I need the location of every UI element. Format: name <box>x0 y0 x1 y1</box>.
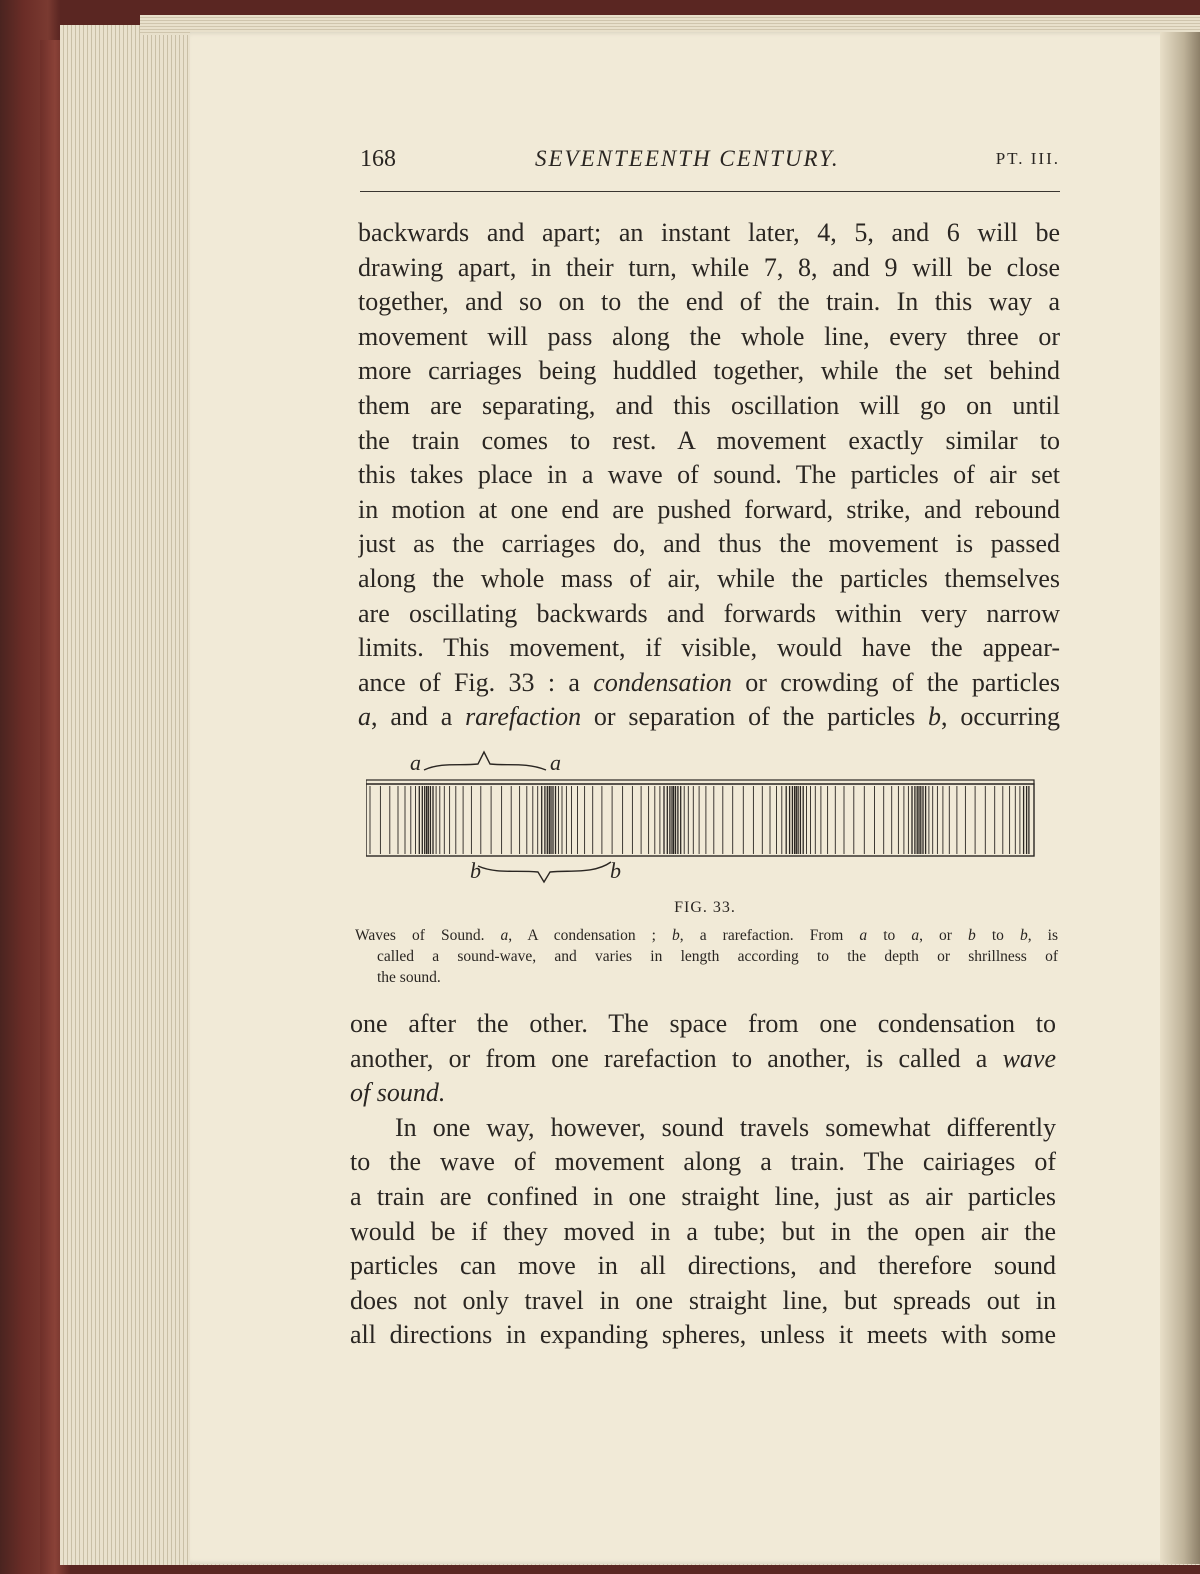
text-line: just as the carriages do, and thus the movement is passed <box>358 529 1060 559</box>
figure-label-b-left: b <box>470 858 481 883</box>
text-line: particles can move in all directions, and therefore sound <box>350 1251 1056 1281</box>
text-line: together, and so on to the end of the train. In this way a <box>358 287 1060 317</box>
text-line: does not only travel in one straight line, but spreads out in <box>350 1285 1056 1315</box>
caption-segment: , or <box>919 927 969 944</box>
running-head <box>360 146 1060 176</box>
term-rarefaction: rarefaction <box>465 702 582 732</box>
text-line <box>358 666 1060 701</box>
caption-segment: called a sound-wave, and varies in length according to the depth or shrillness of <box>377 948 1058 965</box>
brace-bottom <box>478 862 611 882</box>
sound-wave-diagram <box>366 748 1036 888</box>
caption-segment: a <box>911 927 920 944</box>
caption-segment: , is <box>1027 927 1059 944</box>
text-line: all directions in expanding spheres, unless it meets with some <box>350 1320 1056 1350</box>
chapter-title: SEVENTEENTH CENTURY. <box>535 146 840 171</box>
caption-segment: , A condensation ; <box>508 927 673 944</box>
figure-label-a-left: a <box>410 750 421 775</box>
text-segment: another, or from one rarefaction to another, is called a <box>350 1043 1003 1073</box>
text-line <box>350 1042 1056 1077</box>
caption-segment: the sound. <box>377 969 441 986</box>
text-line: in motion at one end are pushed forward, strike, and rebound <box>358 494 1060 524</box>
term-wave: wave <box>1002 1043 1056 1073</box>
text-line: along the whole mass of air, while the particles themselves <box>358 563 1060 593</box>
text-line <box>358 700 1060 735</box>
text-segment: or crowding of the particles <box>731 667 1060 697</box>
brace-top <box>424 752 546 770</box>
caption-segment: Waves of Sound. <box>355 927 501 944</box>
paragraph-top <box>358 216 1060 735</box>
text-line: one after the other. The space from one condensation to <box>350 1009 1056 1038</box>
caption-line <box>355 925 1058 946</box>
figure-caption-title: FIG. 33. <box>674 899 736 916</box>
figure-caption <box>355 925 1058 988</box>
page-number: 168 <box>360 146 396 172</box>
caption-segment: to <box>867 927 912 944</box>
text-line: movement will pass along the whole line, every three or <box>358 321 1060 351</box>
text-line: them are separating, and this oscillation will go on until <box>358 390 1060 420</box>
text-line: would be if they moved in a tube; but in the open air the <box>350 1216 1056 1246</box>
caption-line <box>355 967 1058 988</box>
term-of-sound: of sound. <box>350 1078 446 1108</box>
text-line <box>350 1076 1056 1111</box>
part-label: PT. III. <box>995 149 1060 168</box>
text-line: the train comes to rest. A movement exactly similar to <box>358 425 1060 455</box>
text-segment: ance of Fig. 33 : a <box>358 667 594 697</box>
caption-segment: to <box>975 927 1020 944</box>
figure-33 <box>366 748 1036 888</box>
paragraph-bottom <box>350 1007 1056 1353</box>
caption-segment: , a rarefaction. From <box>679 927 860 944</box>
wave-lines <box>370 786 1029 854</box>
text-line: a train are confined in one straight line, just as air particles <box>350 1181 1056 1211</box>
label-a-ref: a <box>358 702 371 732</box>
caption-segment: a <box>859 927 868 944</box>
text-line: to the wave of movement along a train. The cairiages of <box>350 1147 1056 1177</box>
caption-line <box>355 946 1058 967</box>
term-condensation: condensation <box>593 667 732 697</box>
gutter-shadow <box>1160 32 1200 1564</box>
text-line: this takes place in a wave of sound. The particles of air set <box>358 460 1060 490</box>
header-rule <box>360 191 1060 192</box>
tube-outline <box>366 784 1034 856</box>
text-line: more carriages being huddled together, while the set behind <box>358 356 1060 386</box>
text-segment: , and a <box>371 702 466 732</box>
caption-segment: a <box>500 927 509 944</box>
text-line: backwards and apart; an instant later, 4, 5, and 6 will be <box>358 218 1060 247</box>
text-segment: or separation of the particles <box>581 702 929 732</box>
caption-segment: b <box>1019 927 1028 944</box>
caption-segment: b <box>968 927 976 944</box>
figure-label-b-right: b <box>610 858 621 883</box>
figure-label-a-right: a <box>550 750 561 775</box>
text-segment: , occurring <box>941 702 1060 732</box>
label-b-ref: b <box>928 702 942 732</box>
caption-segment: b <box>672 927 680 944</box>
text-line: In one way, however, sound travels somewhat differently <box>395 1112 1056 1142</box>
text-line: drawing apart, in their turn, while 7, 8, and 9 will be close <box>358 252 1060 282</box>
text-line: limits. This movement, if visible, would have the appear- <box>358 633 1060 663</box>
text-line: are oscillating backwards and forwards within very narrow <box>358 598 1060 628</box>
